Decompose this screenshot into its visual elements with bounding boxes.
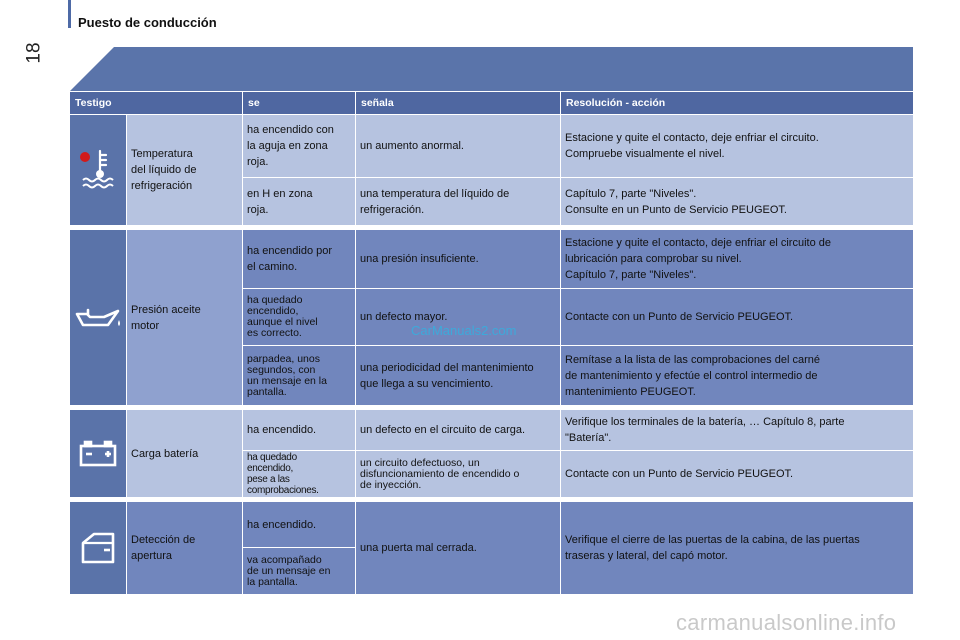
battery-senala-1: un defecto en el circuito de carga.	[356, 410, 560, 450]
column-header-testigo: Testigo	[70, 92, 242, 114]
oil-accion-2: Contacte con un Punto de Servicio PEUGEOT.	[561, 289, 913, 345]
door-se-1: ha encendido.	[243, 502, 355, 547]
column-header-senala: señala	[356, 92, 560, 114]
oil-senala-3: una periodicidad del mantenimiento que llega a su vencimiento.	[356, 346, 560, 405]
oil-se-2: ha quedado encendido, aunque el nivel es correcto.	[243, 289, 355, 345]
oil-accion-1: Estacione y quite el contacto, deje enfriar el circuito de lubricación para comprobar su nivel. Capítulo 7, parte "Niveles".	[561, 230, 913, 288]
oil-pressure-icon	[70, 230, 126, 405]
door-se-2: va acompañado de un mensaje en la pantalla.	[243, 548, 355, 594]
door-senala: una puerta mal cerrada.	[356, 502, 560, 594]
door-accion: Verifique el cierre de las puertas de la cabina, de las puertas traseras y lateral, del capó motor.	[561, 502, 913, 594]
battery-senala-2: un circuito defectuoso, un disfuncionamiento de encendido o de inyección.	[356, 451, 560, 497]
battery-accion-1: Verifique los terminales de la batería, … Capítulo 8, parte "Batería".	[561, 410, 913, 450]
temp-se-2: en H en zona roja.	[243, 178, 355, 225]
battery-se-2: ha quedado encendido, pese a las comprobaciones.	[243, 451, 355, 497]
oil-se-3: parpadea, unos segundos, con un mensaje en la pantalla.	[243, 346, 355, 405]
column-header-se: se	[243, 92, 355, 114]
battery-se-1: ha encendido.	[243, 410, 355, 450]
indicator-name-door: Detección de apertura	[127, 502, 242, 594]
center-watermark: CarManuals2.com	[411, 323, 517, 338]
oil-senala-2: un defecto mayor.	[356, 289, 560, 345]
page-number: 18	[23, 42, 45, 64]
temp-senala-2: una temperatura del líquido de refrigeración.	[356, 178, 560, 225]
temp-accion-1: Estacione y quite el contacto, deje enfriar el circuito. Compruebe visualmente el nivel.	[561, 115, 913, 177]
indicator-name-temperature: Temperatura del líquido de refrigeración	[127, 115, 242, 225]
oil-accion-3: Remítase a la lista de las comprobaciones del carné de mantenimiento y efectúe el control intermedio de mantenimiento PEUGEOT.	[561, 346, 913, 405]
header-band	[70, 47, 913, 91]
temp-accion-2: Capítulo 7, parte "Niveles". Consulte en un Punto de Servicio PEUGEOT.	[561, 178, 913, 225]
temp-se-1: ha encendido con la aguja en zona roja.	[243, 115, 355, 177]
indicator-name-oil: Presión aceite motor	[127, 230, 242, 405]
coolant-temperature-icon	[70, 115, 126, 225]
oil-se-1: ha encendido por el camino.	[243, 230, 355, 288]
bottom-watermark: carmanualsonline.info	[676, 610, 897, 635]
indicator-name-battery: Carga batería	[127, 410, 242, 497]
oil-senala-1: una presión insuficiente.	[356, 230, 560, 288]
temp-senala-1: un aumento anormal.	[356, 115, 560, 177]
column-header-accion: Resolución - acción	[561, 92, 913, 114]
open-door-icon	[70, 502, 126, 594]
battery-accion-2: Contacte con un Punto de Servicio PEUGEOT.	[561, 451, 913, 497]
section-title: Puesto de conducción	[78, 15, 217, 30]
header-accent-bar	[68, 0, 71, 28]
battery-icon	[70, 410, 126, 497]
